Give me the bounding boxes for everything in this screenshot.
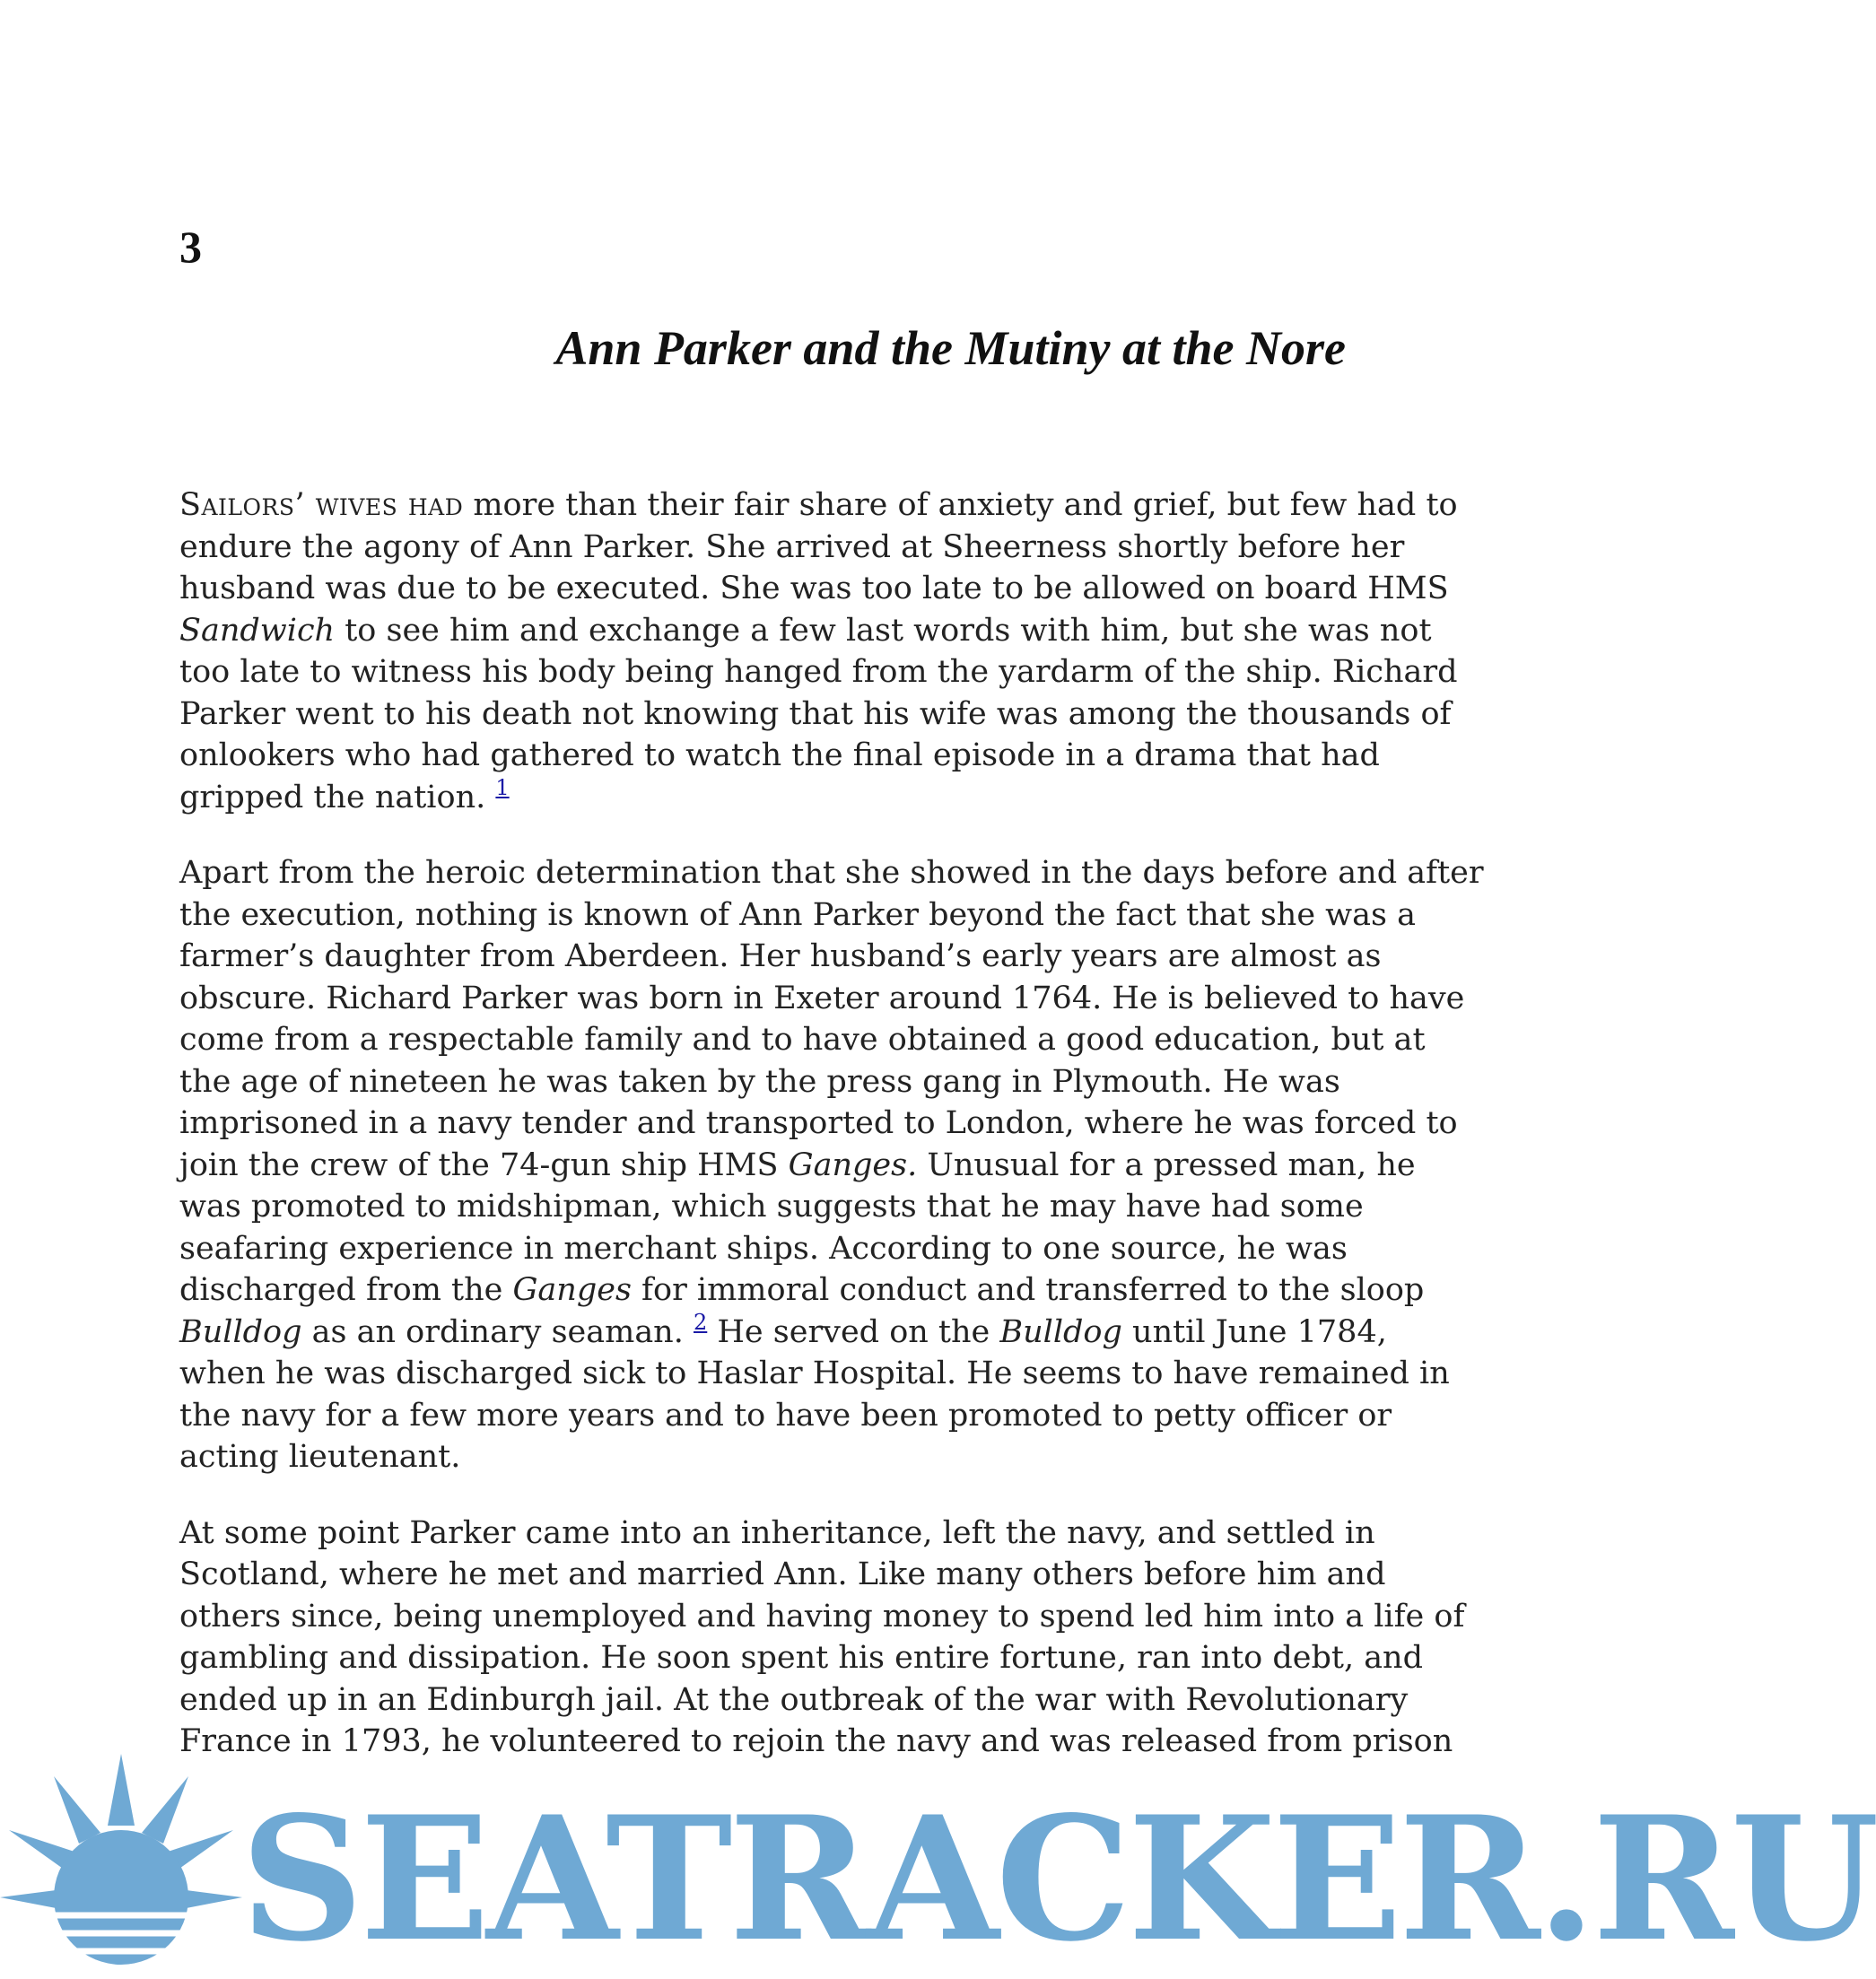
text-run: for immoral conduct and transferred to the sloop (631, 1272, 1425, 1308)
text-line (179, 484, 1458, 527)
text-line: when he was discharged sick to Haslar Hospital. He seems to have remained in (179, 1356, 1450, 1391)
text-run: He served on the (707, 1313, 1000, 1350)
text-line: was promoted to midshipman, which suggests that he may have had some (179, 1189, 1364, 1225)
ship-name: Bulldog (999, 1313, 1122, 1350)
text-line: obscure. Richard Parker was born in Exeter around 1764. He is believed to have (179, 980, 1465, 1016)
text-line: seafaring experience in merchant ships. According to one source, he was (179, 1230, 1348, 1267)
text-line: onlookers who had gathered to watch the final episode in a drama that had (179, 737, 1380, 773)
paragraph-2 (179, 852, 1484, 1478)
ship-name: Ganges. (788, 1146, 918, 1183)
text-line: Apart from the heroic determination that she showed in the days before and after (179, 855, 1484, 891)
chapter-title: Ann Parker and the Mutiny at the Nore (555, 321, 1346, 375)
text-line: Parker went to his death not knowing that his wife was among the thousands of (179, 695, 1452, 732)
text-line (179, 1269, 1425, 1312)
text-line: France in 1793, he volunteered to rejoin the navy and was released from prison (179, 1723, 1453, 1759)
text-line: Scotland, where he met and married Ann. Like many others before him and (179, 1556, 1386, 1592)
text-line: imprisoned in a navy tender and transported to London, where he was forced to (179, 1105, 1458, 1141)
paragraph-1 (179, 484, 1458, 818)
text-line: the execution, nothing is known of Ann Parker beyond the fact that she was a (179, 896, 1416, 933)
ship-name: Bulldog (179, 1313, 302, 1350)
paragraph-3 (179, 1513, 1465, 1763)
text-line: others since, being unemployed and having money to spend led him into a life of (179, 1598, 1465, 1635)
ship-name: Ganges (512, 1272, 632, 1308)
text-line: the navy for a few more years and to have been promoted to petty officer or (179, 1397, 1392, 1434)
text-line: come from a respectable family and to have obtained a good education, but at (179, 1022, 1426, 1058)
text-run: discharged from the (179, 1272, 513, 1308)
smallcaps-lead: Sailors’ wives had (179, 487, 464, 523)
text-line: the age of nineteen he was taken by the press gang in Plymouth. He was (179, 1063, 1340, 1100)
text-run: to see him and exchange a few last words with him, but she was not (335, 612, 1432, 649)
text-run: gripped the nation. (179, 779, 486, 815)
text-line: gambling and dissipation. He soon spent his entire fortune, ran into debt, and (179, 1640, 1424, 1676)
text-line: too late to witness his body being hanged from the yardarm of the ship. Richard (179, 654, 1458, 690)
text-run: as an ordinary seaman. (301, 1313, 684, 1350)
text-line: endure the agony of Ann Parker. She arrived at Sheerness shortly before her (179, 528, 1405, 565)
text-line: farmer’s daughter from Aberdeen. Her husband’s early years are almost as (179, 938, 1382, 974)
text-line (179, 774, 1346, 819)
ship-name: Sandwich (179, 612, 336, 649)
text-line: At some point Parker came into an inheritance, left the navy, and settled in (179, 1514, 1375, 1551)
chapter-number: 3 (179, 222, 202, 272)
text-line (179, 1309, 1387, 1354)
text-run: join the crew of the 74-gun ship HMS (179, 1146, 789, 1183)
text-line: husband was due to be executed. She was too late to be allowed on board HMS (179, 571, 1449, 606)
text-run: Unusual for a pressed man, he (917, 1146, 1416, 1183)
text-line: acting lieutenant. (179, 1439, 461, 1475)
text-line (179, 610, 1432, 652)
chapter-body (179, 484, 1484, 1797)
text-run: until June 1784, (1121, 1313, 1387, 1350)
footnote-link-2[interactable]: 2 (694, 1309, 708, 1335)
watermark-text: SEATRACKER.RU (240, 1779, 1876, 1979)
footnote-link-1[interactable]: 1 (495, 774, 510, 800)
text-line: ended up in an Edinburgh jail. At the outbreak of the war with Revolutionary (179, 1681, 1409, 1718)
text-line (179, 1145, 1416, 1187)
sun-icon (0, 1745, 242, 1974)
text-run: more than their fair share of anxiety and grief, but few had to (463, 487, 1458, 523)
